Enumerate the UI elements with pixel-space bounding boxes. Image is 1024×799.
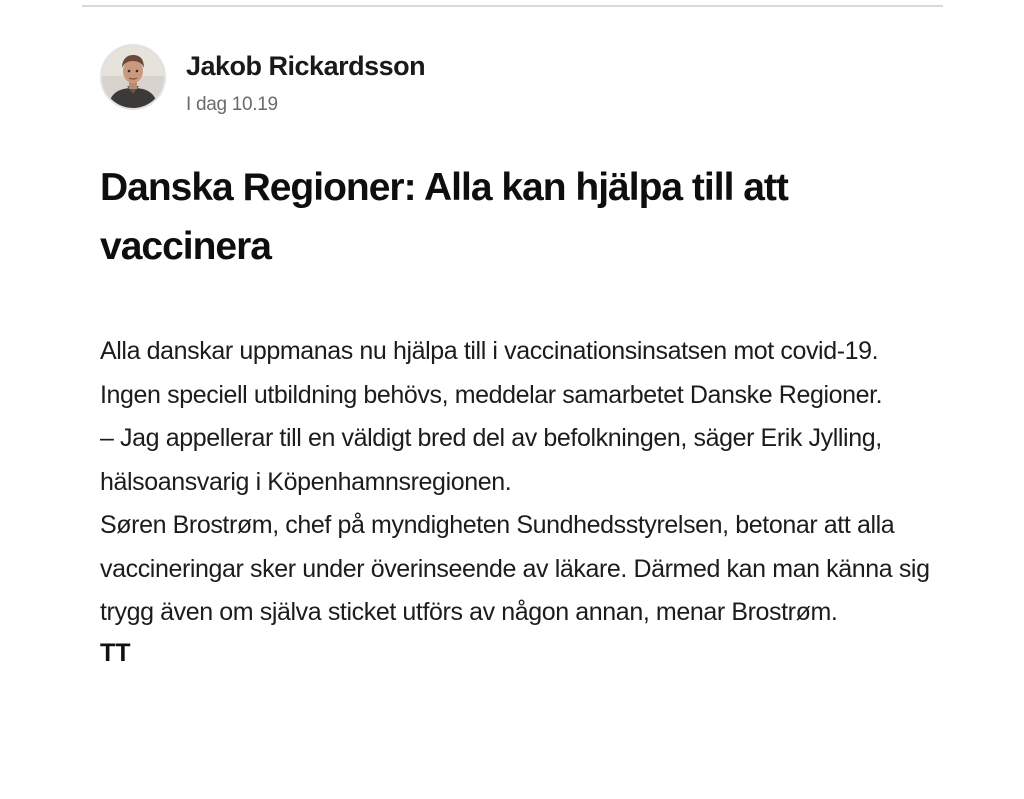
article-paragraph: – Jag appellerar till en väldigt bred del av befolkningen, säger Erik Jylling, hälsoansvarig i Köpenhamnsregionen.: [100, 424, 882, 496]
article-body: [100, 330, 935, 671]
article-headline: Danska Regioner: Alla kan hjälpa till att vaccinera: [100, 166, 788, 268]
publish-timestamp: I dag 10.19: [186, 94, 278, 115]
article-paragraph: Søren Brostrøm, chef på myndigheten Sundhedsstyrelsen, betonar att alla vaccineringar sker under överinseende av läkare. Därmed kan man känna sig trygg även om själva sticket utförs av någon annan, menar Brostrøm.: [100, 511, 930, 626]
author-avatar[interactable]: [100, 44, 166, 110]
top-divider: [82, 5, 943, 7]
author-portrait-icon: [102, 46, 164, 108]
byline-text: [186, 44, 425, 116]
article-paragraph: Alla danskar uppmanas nu hjälpa till i vaccinationsinsatsen mot covid-19. Ingen speciell utbildning behövs, meddelar samarbetet Danske Regioner.: [100, 337, 883, 409]
article-source: TT: [100, 638, 131, 667]
author-name[interactable]: Jakob Rickardsson: [186, 51, 426, 81]
byline: [100, 44, 425, 116]
